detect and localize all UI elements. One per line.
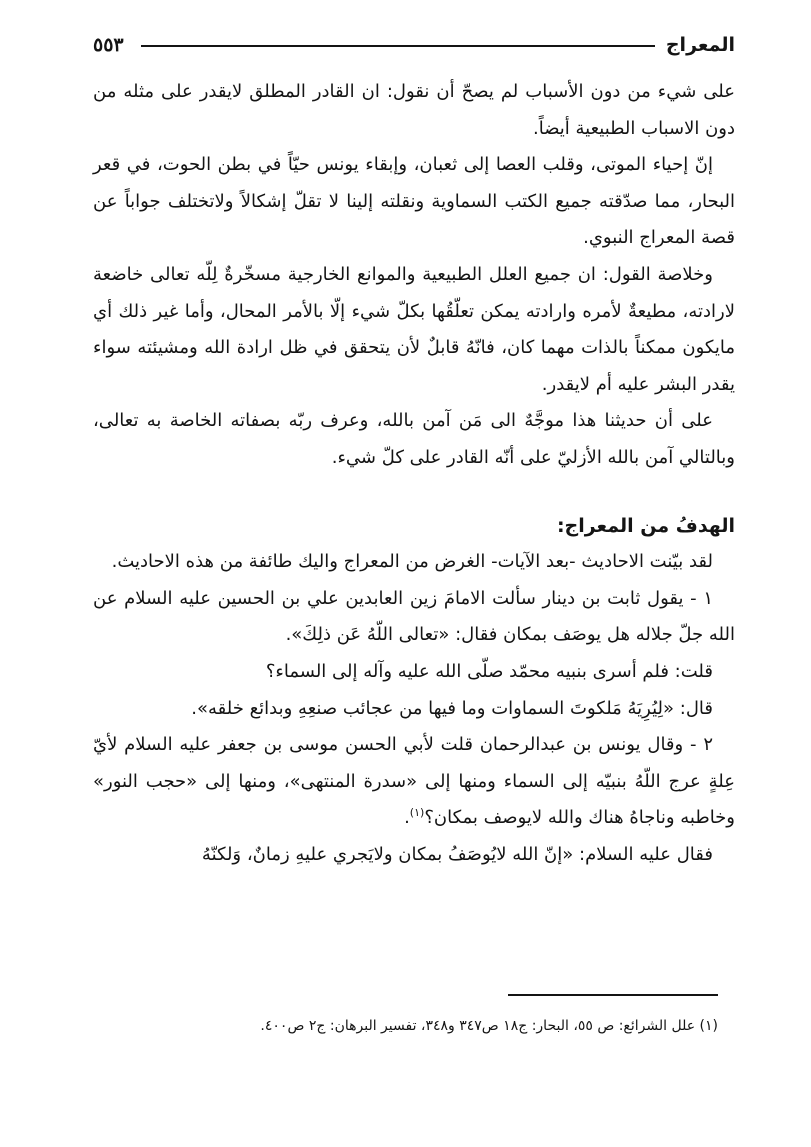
paragraph-10: فقال عليه السلام: «إنّ الله لايُوصَفُ بمكان ولايَجري عليهِ زمانٌ، وَلكنّهُ bbox=[201, 843, 713, 865]
paragraph-8: قال: «لِيُرِيَهُ مَلكوتَ السماوات وما فيها من عجائب صنعِهِ وبدائع خلقه». bbox=[191, 697, 713, 719]
running-title: المعراج bbox=[665, 34, 735, 56]
paragraph-1: على شيء من دون الأسباب لم يصحّ أن نقول: ان القادر المطلق لايقدر على مثله من دون الاسباب الطبيعية أيضاً. bbox=[93, 81, 735, 139]
page-header bbox=[93, 30, 735, 60]
page-number: ٥٥٣ bbox=[93, 34, 124, 56]
header-rule bbox=[141, 45, 655, 47]
paragraph-5: لقد بيّنت الاحاديث -بعد الآيات- الغرض من المعراج واليك طائفة من هذه الاحاديث. bbox=[111, 551, 713, 573]
paragraph-7: قلت: فلم أسرى بنبيه محمّد صلّى الله عليه وآله إلى السماء؟ bbox=[265, 660, 713, 682]
paragraph-9 bbox=[93, 727, 735, 837]
body-text bbox=[93, 74, 735, 873]
paragraph-9-text: ٢ - وقال يونس بن عبدالرحمان قلت لأبي الحسن موسى بن جعفر عليه السلام لأيّ عِلةٍ عرج اللّهُ بنبيّه إلى السماء ومنها إلى «سدرة المنتهى»، ومنها إلى «حجب النور» وخاطبه وناجاهُ هناك والله لايوصف بمكان؟ bbox=[93, 734, 735, 829]
paragraph-2: إنّ إحياء الموتى، وقلب العصا إلى ثعبان، وإبقاء يونس حيّاً في بطن الحوت، في قعر البحار، مما صدّقته جميع الكتب السماوية ونقلته إلينا لا تقلّ إشكالاً ولاتختلف جواباً عن قصة المعراج النبوي. bbox=[93, 154, 735, 249]
footnote-rule bbox=[508, 994, 718, 996]
paragraph-3: وخلاصة القول: ان جميع العلل الطبيعية والموانع الخارجية مسخّرةٌ لِلّه تعالى خاضعة لارادته، مطيعةٌ لأمره وارادته يمكن تعلّقُها بكلّ شيء إلّا بالأمر المحال، وأما غير ذلك أي مايكون ممكناً بالذات مهما كان، فانّهُ قابلٌ لأن يتحقق في ظل ارادة الله ومشيئته سواء يقدر البشر عليه أم لايقدر. bbox=[93, 263, 735, 395]
footnote: (١) علل الشرائع: ص ٥٥، البحار: ج١٨ ص٣٤٧ و٣٤٨، تفسير البرهان: ج٢ ص٤٠٠. bbox=[260, 1018, 718, 1034]
section-heading: الهدفُ من المعراج: bbox=[556, 514, 735, 537]
section-spacer bbox=[93, 477, 735, 508]
paragraph-4: على أن حديثنا هذا موجَّهٌ الى مَن آمن بالله، وعرف ربّه بصفاته الخاصة به تعالى، وبالتالي آمن بالله الأزليّ على أنّه القادر على كلّ شيء. bbox=[93, 410, 735, 468]
paragraph-9-end: . bbox=[404, 807, 410, 829]
footnote-reference[interactable]: (١) bbox=[409, 806, 425, 820]
paragraph-6: ١ - يقول ثابت بن دينار سألت الامامَ زين العابدين علي بن الحسين عليه السلام عن الله جلّ جلاله هل يوصَف بمكان فقال: «تعالى اللّهُ عَن ذلِكَ». bbox=[93, 587, 735, 646]
